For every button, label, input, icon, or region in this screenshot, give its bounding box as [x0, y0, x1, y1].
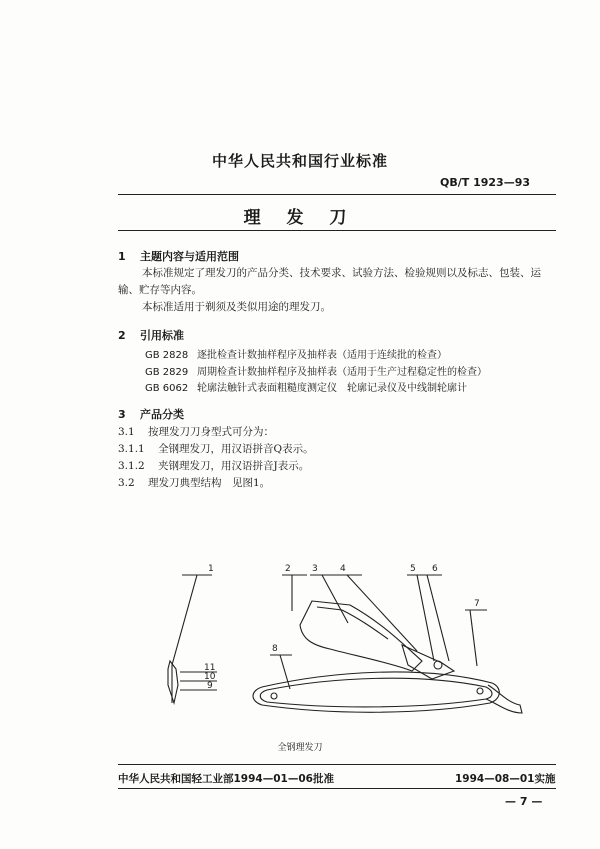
- section-1-para-1b: 输、贮存等内容。: [118, 284, 202, 296]
- figure-label-9: 9: [207, 681, 213, 691]
- figure-caption: 全钢理发刀: [277, 743, 323, 753]
- figure-label-1: 1: [208, 564, 214, 574]
- section-1-heading: 1 主题内容与适用范围: [118, 250, 239, 263]
- section-3-item: 3.1.2 夹钢理发刀，用汉语拼音J表示。: [118, 460, 310, 472]
- section-3-item: 3.1 按理发刀刀身型式可分为：: [118, 426, 274, 438]
- reference-row: GB 6062 轮廓法触针式表面粗糙度测定仪 轮廓记录仪及中线制轮廓计: [145, 383, 467, 394]
- header-rule-bottom: [118, 230, 556, 231]
- figure-label-4: 4: [340, 564, 346, 574]
- section-3-item: 3.1.1 全钢理发刀，用汉语拼音Q表示。: [118, 443, 314, 455]
- figure-label-11: 11: [204, 663, 216, 673]
- section-1-body: [118, 265, 558, 316]
- section-1-para-2: 本标准适用于剃须及类似用途的理发刀。: [142, 301, 331, 313]
- standard-number: QB/T 1923—93: [440, 176, 531, 189]
- document-title: 理 发 刀: [243, 208, 357, 228]
- razor-drawing: [152, 553, 532, 733]
- figure-label-10: 10: [204, 672, 216, 682]
- page-number: — 7 —: [505, 795, 543, 808]
- figure-label-8: 8: [272, 644, 278, 654]
- section-3-item: 3.2 理发刀典型结构 见图1。: [118, 477, 271, 489]
- footer-rule-top: [118, 764, 556, 765]
- section-2-heading: 2 引用标准: [118, 329, 184, 342]
- figure-label-5: 5: [410, 564, 416, 574]
- section-3-heading: 3 产品分类: [118, 408, 184, 421]
- section-1-para-1a: 本标准规定了理发刀的产品分类、技术要求、试验方法、检验规则以及标志、包装、运: [142, 267, 541, 279]
- footer-rule-bottom: [118, 788, 556, 789]
- section-3-body: [118, 424, 558, 492]
- figure-label-3: 3: [312, 564, 318, 574]
- standard-header: 中华人民共和国行业标准: [211, 152, 388, 170]
- reference-row: GB 2829 周期检查计数抽样程序及抽样表（适用于生产过程稳定性的检查）: [145, 367, 487, 378]
- header-rule-top: [118, 194, 556, 195]
- approval-note: 中华人民共和国轻工业部1994—01—06批准: [118, 773, 334, 785]
- figure-label-6: 6: [432, 564, 438, 574]
- figure-label-7: 7: [474, 599, 480, 609]
- figure-label-2: 2: [285, 564, 291, 574]
- effective-date: 1994—08—01实施: [455, 773, 556, 785]
- reference-row: GB 2828 逐批检查计数抽样程序及抽样表（适用于连续批的检查）: [145, 350, 447, 361]
